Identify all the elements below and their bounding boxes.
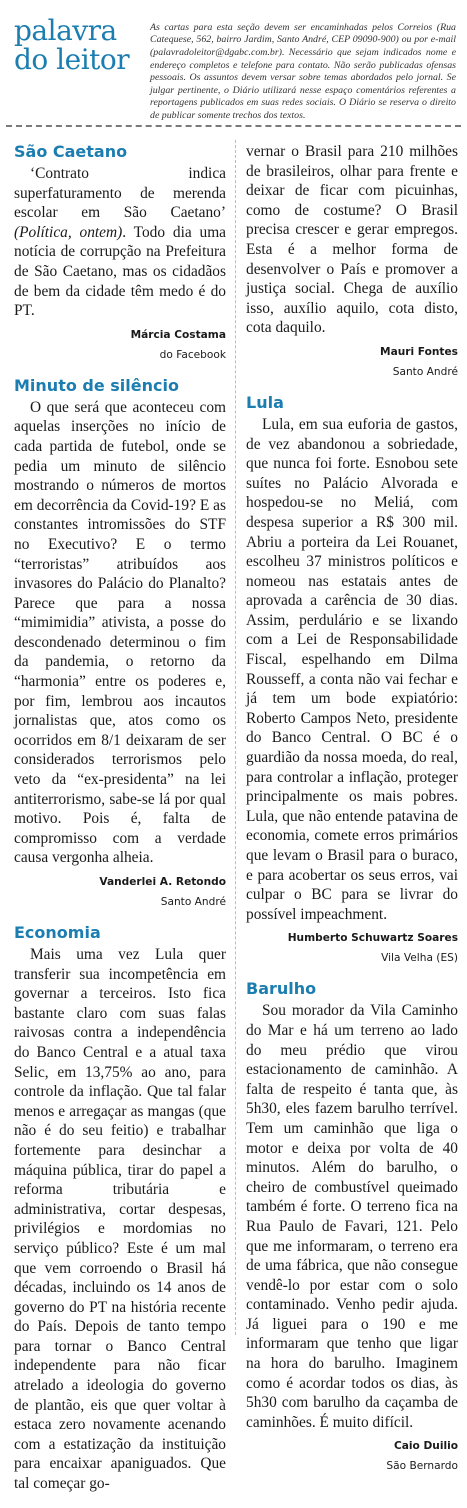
letter-author: Mauri Fontes	[380, 345, 458, 358]
left-column	[14, 142, 226, 1508]
letter-minuto-de-silencio	[14, 376, 226, 909]
letter-author: Márcia Costama	[130, 328, 226, 341]
logo-line-1: palavra	[14, 14, 117, 47]
letter-text: Sou morador da Vila Caminho do Mar e há um terreno ao lado do meu prédio que virou estacionamento de caminhão. A falta de respeito é tanta que, às 5h30, eles fazem barulho terrível. Tem um caminhão que liga o motor e deixa por volta de 40 minutos. Além do barulho, o cheiro de combustível queimado também é forte. O terreno fica na Rua Paulo de Favari, 121. Pelo que me informaram, o terreno era de uma fábrica, que não consegue vendê-lo por estar com o solo contaminado. Venho pedir ajuda. Já liguei para o 190 e me informaram que tenho que ligar na hora do barulho. Imaginem como é acordar todos os dias, às 5h30 com barulho da caçamba de caminhões. É muito difícil.	[246, 1002, 458, 1431]
section-logo	[14, 16, 142, 74]
letter-citation: (Política, ontem)	[14, 223, 123, 241]
letter-body: vernar o Brasil para 210 milhões de brasileiros, olhar para frente e deixar de ficar com picuinhas, como de costume? O Brasil precisa crescer e gerar empregos. Esta é a melhor forma de desenvolver o País e promover a justiça social. Chega de auxílio isso, auxílio aquilo, cota disto, cota daquilo.	[246, 143, 458, 337]
column-divider	[235, 140, 236, 1335]
letter-title: Barulho	[246, 979, 317, 999]
letter-economia-continued	[246, 142, 458, 379]
letter-lula	[246, 393, 458, 965]
letter-title: Minuto de silêncio	[14, 375, 179, 395]
letter-title: Lula	[246, 392, 284, 412]
letter-location: do Facebook	[159, 348, 226, 361]
logo-line-2: do leitor	[14, 43, 130, 76]
letter-body	[14, 164, 226, 321]
letter-sao-caetano	[14, 142, 226, 362]
letter-body	[14, 398, 226, 868]
letter-economia	[14, 923, 226, 1494]
letter-title: São Caetano	[14, 142, 128, 161]
letter-text-end: . Todo dia uma notícia de corrupção na Prefeitura de São Caetano, mas os cidadãos de bem da cidade têm medo é do PT.	[14, 223, 226, 320]
letter-author: Caio Duilio	[393, 1440, 458, 1453]
submission-guidelines: As cartas para esta seção devem ser encaminhadas pelos Correios (Rua Catequese, 562, bairro Jardim, Santo André, CEP 09090-900) ou por e-mail (palavradoleitor@dgabc.com.br). Necessário que sejam indicados nome e endereço completos e telefone para contato. Não serão publicadas ofensas pessoais. Os assuntos devem versar sobre temas abordados pelo jornal. Se julgar pertinente, o Diário utilizará nesse espaço comentários referentes a reportagens publicados em suas redes sociais. O Diário se reserva o direito de publicar somente trechos dos textos.	[150, 21, 456, 122]
section-header	[0, 0, 467, 124]
letter-location: Santo André	[160, 896, 226, 908]
letter-body	[14, 945, 226, 1494]
letter-location: Vila Velha (ES)	[381, 952, 458, 965]
letter-text: Lula, em sua euforia de gastos, de vez abandonou a sobriedade, que nunca foi forte. Esnobou sete suítes no Palácio Alvorada e hospedou-se no Meliá, com despesa superior a R$ 300 mil. Abriu a porteira da Lei Rouanet, escolheu 37 ministros políticos e nomeou nas estatais antes de aprovada a carência de 30 dias. Assim, perdulário e se lixando com a Lei de Responsabilidade Fiscal, espelhando em Dilma Rousseff, a conta não vai fechar e já tem um bode expiatório: Roberto Campos Neto, presidente do Banco Central. O BC é o guardião da nossa moeda, do real, para controlar a inflação, proteger principalmente os mais pobres. Lula, que não entende patavina de economia, comete erros primários que levam o Brasil para o buraco, e para acobertar os seus erros, vai culpar o BC para se livrar do possível impeachment.	[246, 415, 458, 923]
letter-text: Mais uma vez Lula quer transferir sua incompetência em governar a terceiros. Isto fica bastante claro com suas falas raivosas contra a independência do Banco Central e a atual taxa Selic, em 13,75% ao ano, para controle da inflação. Que tal falar menos e arregaçar as mangas (que não é do seu feitio) e trabalhar fortemente para desinchar a máquina pública, tirar do papel a reforma tributária e administrativa, cortar despesas, privilégios e mordomias no serviço público? Este é um mal que vem corroendo o Brasil há décadas, incluindo os 14 anos de governo do PT na história recente do País. Depois de tanto tempo para tornar o Banco Central independente para não ficar atrelado a ideologia do governo de plantão, eis que quer voltar à estaca zero novamente acenando com a estatização da instituição para encaixar apaniguados. Que tal começar go-	[14, 946, 226, 1493]
right-column	[246, 142, 458, 1487]
letter-body	[246, 415, 458, 924]
letter-title: Economia	[14, 923, 101, 942]
letter-barulho	[246, 979, 458, 1473]
letter-body	[246, 1001, 458, 1432]
header-divider	[6, 125, 461, 127]
letter-text-start: ‘Contrato indica superfaturamento de merenda escolar em São Caetano’	[14, 165, 226, 222]
letter-location: Santo André	[392, 365, 458, 378]
letter-location: São Bernardo	[386, 1460, 458, 1473]
letter-author: Humberto Schuwartz Soares	[287, 932, 458, 945]
letter-text: O que será que aconteceu com aquelas inserções no início de cada partida de futebol, onde se pedia um minuto de silêncio mostrando o números de mortos em decorrência da Covid-19? E as constantes intromissões do STF no Executivo? E o termo “terroristas” atribuídos aos invasores do Palácio do Planalto? Parece que para a nossa “mimimidia” ativista, a posse do descondenado determinou o fim da pandemia, o retorno da “harmonia” entre os poderes e, por fim, lembrou aos incautos jornalistas que, atos como os ocorridos em 8/1 deixaram de ser considerados terrorismos pelo veto da “ex-presidenta” na lei antiterrorismo, sabe-se lá por qual motivo. Pois é, falta de compromisso com a verdade causa vergonha alheia.	[14, 398, 226, 867]
letter-author: Vanderlei A. Retondo	[99, 876, 226, 888]
